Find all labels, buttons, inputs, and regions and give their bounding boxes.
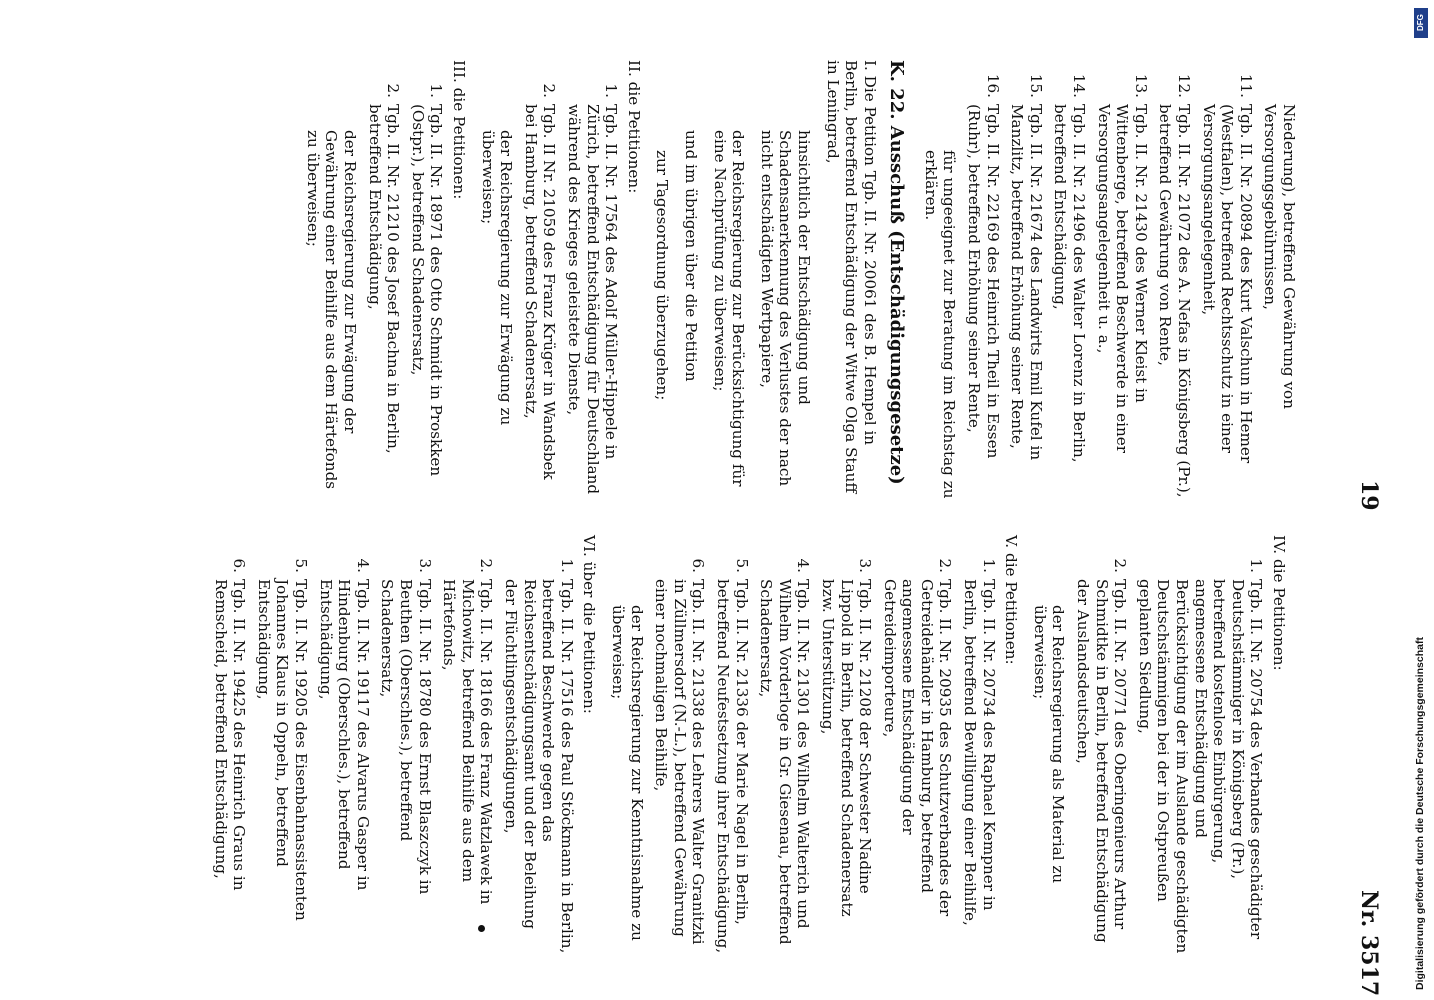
list-item: 11. Tgb. II. Nr. 20894 des Kurt Valschun in Hemer (Westfalen), betreffend Rechtsschutz in einer Versorgungsangelegenheit, (1199, 73, 1255, 464)
recommendation-text: für ungeeignet zur Beratung im Reichstag zu erklären. (921, 150, 959, 499)
list-item: 2. Tgb. II. Nr. 20771 des Oberingenieurs Arthur Schmidtke in Berlin, betreffend Entschädigung der Auslandsdeutschen, (1074, 558, 1130, 943)
list-item: 2. Tgb. II. Nr. 21210 des Josef Bachna in Berlin, betreffend Entschädigung, (365, 83, 403, 454)
section-head: VI. über die Petitionen: (580, 535, 599, 714)
recommendation-text: der Reichsregierung zur Berücksichtigung für eine Nachprüfung zu überweisen; (710, 130, 748, 487)
list-item: 3. Tgb. II. Nr. 18780 des Ernst Blaszczyk in Beuthen (Oberschles.), betreffend Schadenersatz, (378, 558, 434, 895)
list-item: 12. Tgb. II. Nr. 21072 des A. Nefas in Königsberg (Pr.), betreffend Gewährung von Rente, (1156, 73, 1194, 498)
list-item: 1. Tgb. II. Nr. 17564 des Adolf Müller-Hippele in Zürich, betreffend Entschädigung für Deutschland während des Krieges geleistete Dienste, (565, 83, 621, 495)
list-item: Niederung), betreffend Gewährung von Versorgungsgebührnissen, (1261, 104, 1298, 409)
list-item: 1. Tgb. II. Nr. 20754 des Verbandes geschädigter Deutschstämmiger in Königsberg (Pr.), betreffend kostenlose Einbürgerung, angemessene Entschädigung und Berücksichtigung der im Auslande geschädigten Deutschstämmigen bei der in Ostpreußen geplanten Siedlung, (1135, 558, 1266, 954)
page-number: 19 (1356, 480, 1382, 511)
recommendation-text: der Reichsregierung zur Erwägung der Gewährung einer Beihilfe aus dem Härtefonds zu überweisen; (303, 130, 360, 490)
list-item: 1. Tgb. II. Nr. 18971 des Otto Schmidt in Proskken (Ostpr.), betreffend Schadenersatz, (408, 83, 446, 477)
list-item: 5. Tgb. II. Nr. 21336 der Marie Nagel in Berlin, betreffend Neufestsetzung ihrer Entschädigung, (713, 558, 751, 954)
dfg-logo: DFG (1414, 8, 1428, 38)
document-number: Nr. 3517 (1356, 890, 1382, 997)
list-item: 16. Tgb. II. Nr. 22169 des Heinrich Theil in Essen (Ruhr), betreffend Erhöhung seiner Rente, (965, 73, 1002, 459)
list-item: 13. Tgb. II. Nr. 21430 des Werner Kleist in Wittenberge, betreffend Beschwerde in einer Versorgungsangelegenheit u. a., (1094, 73, 1150, 454)
list-item: 1. Tgb. II. Nr. 20734 des Raphael Kempner in Berlin, betreffend Bewilligung einer Beihilfe, (961, 558, 998, 926)
section-head: IV. die Petitionen: (1270, 535, 1288, 671)
left-text-column (293, 60, 1298, 500)
recommendation-text: der Reichsregierung als Material zu überweisen; (1030, 605, 1068, 884)
list-item: 5. Tgb. II. Nr. 19205 des Eisenbahnassistenten Johannes Klaus in Oppeln, betreffend Entschädigung, (254, 558, 311, 921)
list-item: 6. Tgb. II. Nr. 21338 des Lehrers Walter Granitzki in Züllmersdorf (N.-L.), betreffend Gewährung einer nochmaligen Beihilfe, (652, 558, 708, 945)
list-item: 4. Tgb. II. Nr. 21301 des Wilhelm Walterich und Wilhelm Vorderloge in Gr. Giesenau, betreffend Schadenersatz, (757, 558, 813, 945)
list-item: 4. Tgb. II. Nr. 19117 des Alvarus Gasper in Hindenburg (Oberschles.), betreffend Entschädigung, (316, 558, 372, 891)
list-item: 14. Tgb. II. Nr. 21496 des Walter Lorenz in Berlin, betreffend Entschädigung, (1051, 73, 1089, 463)
section-head: III. die Petitionen: (450, 60, 469, 200)
list-item: 2. Tgb. II. Nr. 18166 des Franz Watzlawek in Michowitz, betreffend Beihilfe aus dem Härtefonds, (440, 558, 496, 905)
section-heading: K. 22. Ausschuß (Entschädigungsgesetze) (886, 60, 908, 485)
section-text: hinsichtlich der Entschädigung und Schadensanerkennung des Verlustes der nach nicht entschädigten Wertpapiere, (757, 130, 813, 487)
list-item: 2. Tgb. II. Nr. 20935 des Schutzverbandes der Getreidehändler in Hamburg, betreffend angemessene Entschädigung der Getreideimporteure, (880, 558, 955, 917)
list-item: 6. Tgb. II. Nr. 19425 des Heinrich Graus in Remscheid, betreffend Entschädigung, (211, 558, 249, 891)
list-item: 2. Tgb. II Nr. 21059 des Franz Krüger in Wandsbek bei Hamburg, betreffend Schadenersatz, (521, 83, 559, 480)
right-text-column (205, 535, 1298, 955)
ink-spot (478, 925, 485, 932)
section-head: V. die Petitionen: (1002, 535, 1021, 665)
section-intro: I. Die Petition Tgb. II. Nr. 20061 des B. Hempel in Berlin, betreffend Entschädigung der Witwe Olga Stauff in Leningrad, (823, 60, 879, 494)
recommendation-text: der Reichsregierung zur Kenntnisnahme zu überweisen; (609, 605, 646, 941)
recommendation-text: der Reichsregierung zur Erwägung zu überweisen; (478, 130, 516, 426)
section-text: und im übrigen über die Petition (681, 130, 700, 382)
list-item: 1. Tgb. II. Nr. 17516 des Paul Stöckmann in Berlin, betreffend Beschwerde gegen das Reichsentschädigungsamt und der Beleihung der Flüchtlingsentschädigungen, (502, 558, 576, 954)
list-item: 15. Tgb. II. Nr. 21674 des Landwirts Emil Kufel in Manzlitz, betreffend Erhöhung seiner Rente, (1008, 73, 1045, 461)
list-item: 3. Tgb. II. Nr. 21208 der Schwester Nadine Lippold in Berlin, betreffend Schadenersatz bzw. Unterstützung, (818, 558, 875, 917)
section-head: II. die Petitionen: (624, 60, 643, 194)
recommendation-text: zur Tagesordnung überzugehen; (653, 150, 672, 401)
dfg-attribution: Digitalisierung gefördert durch die Deutsche Forschungsgemeinschaft (1414, 637, 1426, 990)
